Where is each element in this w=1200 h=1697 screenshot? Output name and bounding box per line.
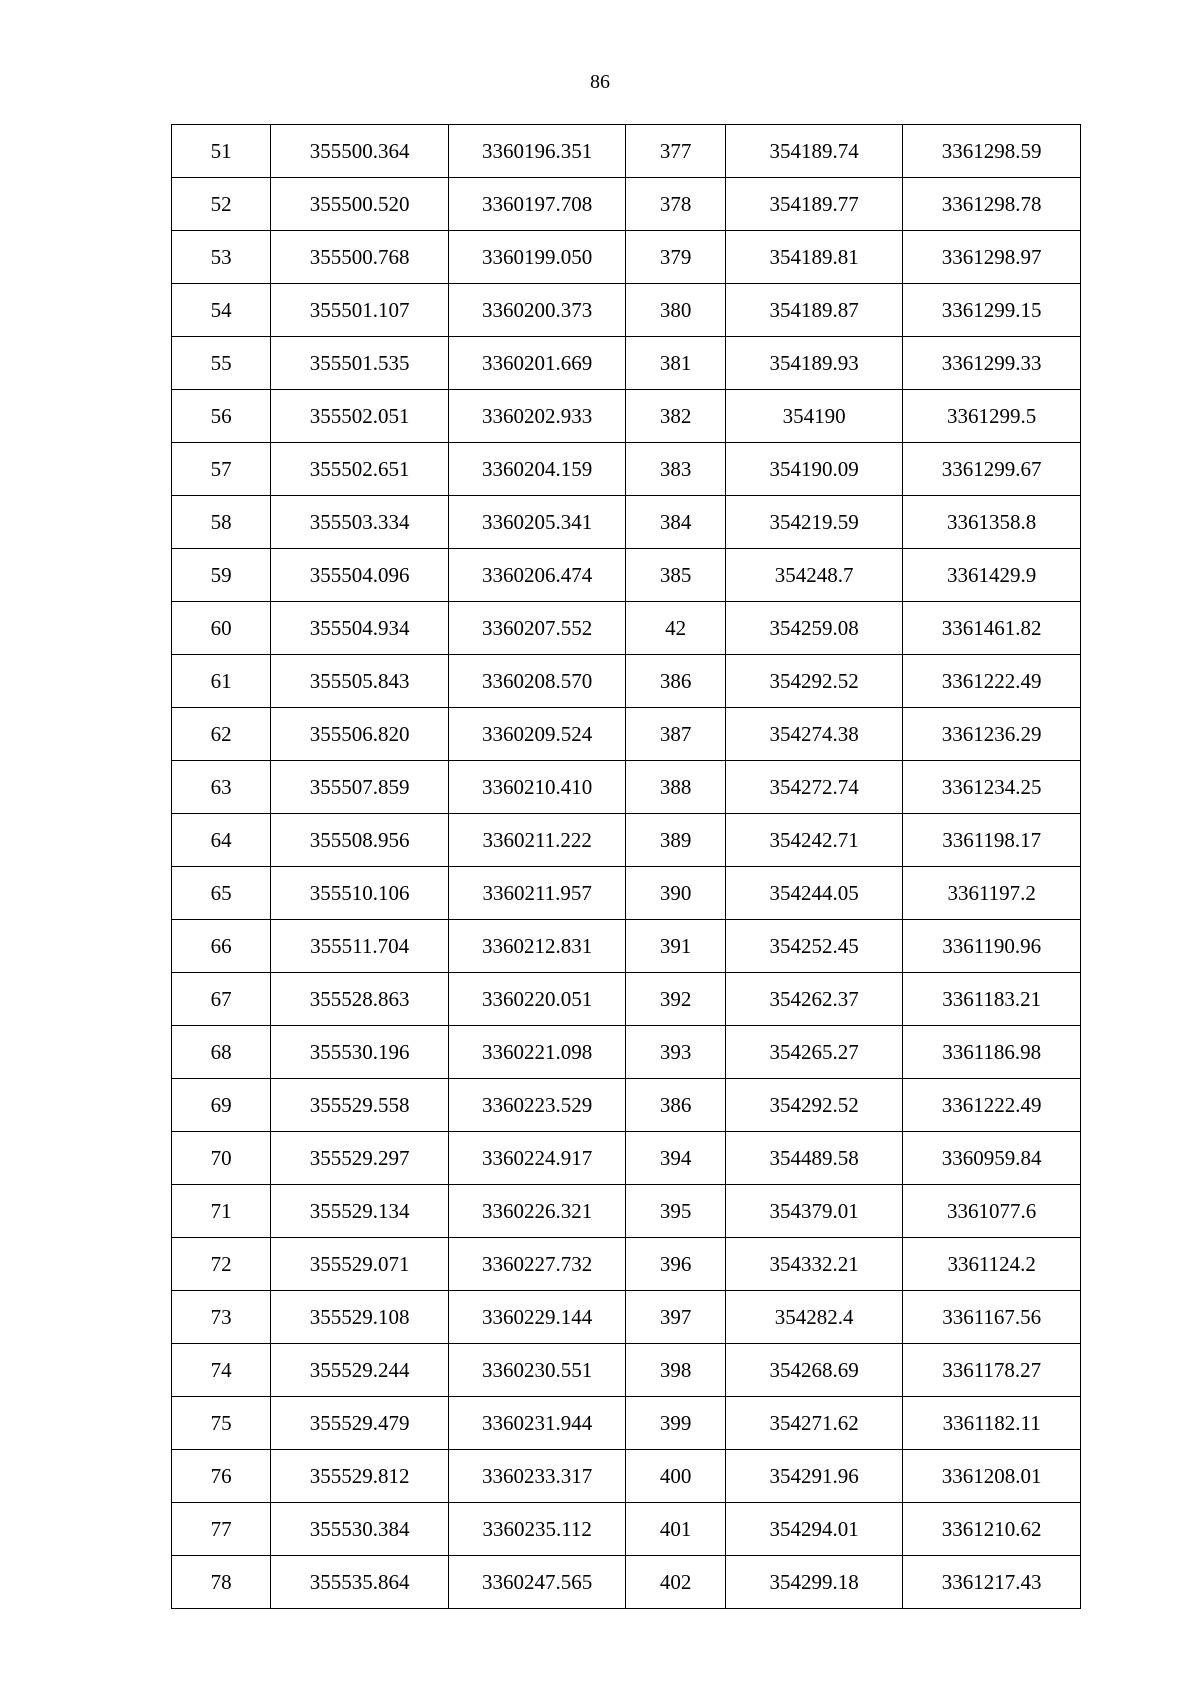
point-id-cell: 392 [626,973,725,1026]
y-coordinate-cell: 3360196.351 [448,125,626,178]
table-row [172,973,1081,1026]
point-id-cell: 396 [626,1238,725,1291]
x-coordinate-cell: 354282.4 [725,1291,903,1344]
point-id-cell: 386 [626,1079,725,1132]
y-coordinate-cell: 3361210.62 [903,1503,1081,1556]
point-id-cell: 387 [626,708,725,761]
x-coordinate-cell: 355502.651 [271,443,449,496]
x-coordinate-cell: 355529.134 [271,1185,449,1238]
table-row [172,761,1081,814]
x-coordinate-cell: 354189.77 [725,178,903,231]
x-coordinate-cell: 355501.107 [271,284,449,337]
point-id-cell: 69 [172,1079,271,1132]
y-coordinate-cell: 3360224.917 [448,1132,626,1185]
y-coordinate-cell: 3361234.25 [903,761,1081,814]
point-id-cell: 398 [626,1344,725,1397]
y-coordinate-cell: 3360247.565 [448,1556,626,1609]
table-row [172,1079,1081,1132]
y-coordinate-cell: 3361222.49 [903,1079,1081,1132]
table-row [172,655,1081,708]
y-coordinate-cell: 3361124.2 [903,1238,1081,1291]
point-id-cell: 56 [172,390,271,443]
point-id-cell: 42 [626,602,725,655]
y-coordinate-cell: 3360209.524 [448,708,626,761]
x-coordinate-cell: 354299.18 [725,1556,903,1609]
point-id-cell: 74 [172,1344,271,1397]
point-id-cell: 385 [626,549,725,602]
x-coordinate-cell: 354379.01 [725,1185,903,1238]
table-row [172,231,1081,284]
y-coordinate-cell: 3361167.56 [903,1291,1081,1344]
x-coordinate-cell: 354292.52 [725,655,903,708]
point-id-cell: 379 [626,231,725,284]
point-id-cell: 68 [172,1026,271,1079]
table-row [172,1132,1081,1185]
x-coordinate-cell: 354219.59 [725,496,903,549]
point-id-cell: 66 [172,920,271,973]
point-id-cell: 75 [172,1397,271,1450]
table-row [172,125,1081,178]
point-id-cell: 57 [172,443,271,496]
x-coordinate-cell: 355504.934 [271,602,449,655]
point-id-cell: 60 [172,602,271,655]
point-id-cell: 51 [172,125,271,178]
point-id-cell: 65 [172,867,271,920]
y-coordinate-cell: 3360199.050 [448,231,626,284]
point-id-cell: 67 [172,973,271,1026]
x-coordinate-cell: 354271.62 [725,1397,903,1450]
table-row [172,178,1081,231]
point-id-cell: 384 [626,496,725,549]
x-coordinate-cell: 354189.93 [725,337,903,390]
coordinate-table-body [172,125,1081,1609]
y-coordinate-cell: 3361298.78 [903,178,1081,231]
x-coordinate-cell: 354252.45 [725,920,903,973]
y-coordinate-cell: 3361298.97 [903,231,1081,284]
y-coordinate-cell: 3360212.831 [448,920,626,973]
point-id-cell: 54 [172,284,271,337]
table-row [172,920,1081,973]
x-coordinate-cell: 355506.820 [271,708,449,761]
x-coordinate-cell: 355504.096 [271,549,449,602]
x-coordinate-cell: 355503.334 [271,496,449,549]
table-row [172,284,1081,337]
point-id-cell: 377 [626,125,725,178]
table-row [172,390,1081,443]
x-coordinate-cell: 355511.704 [271,920,449,973]
x-coordinate-cell: 355501.535 [271,337,449,390]
point-id-cell: 76 [172,1450,271,1503]
point-id-cell: 55 [172,337,271,390]
table-row [172,1238,1081,1291]
table-row [172,1397,1081,1450]
x-coordinate-cell: 355529.244 [271,1344,449,1397]
x-coordinate-cell: 355508.956 [271,814,449,867]
table-row [172,443,1081,496]
x-coordinate-cell: 354189.81 [725,231,903,284]
x-coordinate-cell: 354272.74 [725,761,903,814]
point-id-cell: 390 [626,867,725,920]
y-coordinate-cell: 3361429.9 [903,549,1081,602]
y-coordinate-cell: 3360230.551 [448,1344,626,1397]
point-id-cell: 63 [172,761,271,814]
x-coordinate-cell: 354291.96 [725,1450,903,1503]
y-coordinate-cell: 3360207.552 [448,602,626,655]
y-coordinate-cell: 3360226.321 [448,1185,626,1238]
x-coordinate-cell: 354189.74 [725,125,903,178]
y-coordinate-cell: 3360223.529 [448,1079,626,1132]
x-coordinate-cell: 355500.520 [271,178,449,231]
x-coordinate-cell: 354274.38 [725,708,903,761]
y-coordinate-cell: 3361186.98 [903,1026,1081,1079]
point-id-cell: 397 [626,1291,725,1344]
x-coordinate-cell: 354262.37 [725,973,903,1026]
point-id-cell: 64 [172,814,271,867]
table-row [172,1026,1081,1079]
y-coordinate-cell: 3361197.2 [903,867,1081,920]
x-coordinate-cell: 355535.864 [271,1556,449,1609]
y-coordinate-cell: 3361183.21 [903,973,1081,1026]
x-coordinate-cell: 354332.21 [725,1238,903,1291]
table-row [172,1450,1081,1503]
x-coordinate-cell: 355529.071 [271,1238,449,1291]
table-row [172,1503,1081,1556]
x-coordinate-cell: 355529.812 [271,1450,449,1503]
point-id-cell: 380 [626,284,725,337]
table-row [172,496,1081,549]
y-coordinate-cell: 3360233.317 [448,1450,626,1503]
y-coordinate-cell: 3360197.708 [448,178,626,231]
point-id-cell: 382 [626,390,725,443]
point-id-cell: 378 [626,178,725,231]
x-coordinate-cell: 355510.106 [271,867,449,920]
x-coordinate-cell: 355502.051 [271,390,449,443]
x-coordinate-cell: 355507.859 [271,761,449,814]
y-coordinate-cell: 3361236.29 [903,708,1081,761]
table-row [172,337,1081,390]
y-coordinate-cell: 3361077.6 [903,1185,1081,1238]
x-coordinate-cell: 354489.58 [725,1132,903,1185]
y-coordinate-cell: 3360229.144 [448,1291,626,1344]
x-coordinate-cell: 354248.7 [725,549,903,602]
table-row [172,602,1081,655]
y-coordinate-cell: 3361182.11 [903,1397,1081,1450]
point-id-cell: 402 [626,1556,725,1609]
y-coordinate-cell: 3360204.159 [448,443,626,496]
y-coordinate-cell: 3361299.67 [903,443,1081,496]
y-coordinate-cell: 3361208.01 [903,1450,1081,1503]
y-coordinate-cell: 3360221.098 [448,1026,626,1079]
point-id-cell: 401 [626,1503,725,1556]
y-coordinate-cell: 3360211.957 [448,867,626,920]
point-id-cell: 400 [626,1450,725,1503]
table-row [172,1185,1081,1238]
x-coordinate-cell: 355530.196 [271,1026,449,1079]
y-coordinate-cell: 3360235.112 [448,1503,626,1556]
y-coordinate-cell: 3360205.341 [448,496,626,549]
point-id-cell: 77 [172,1503,271,1556]
point-id-cell: 388 [626,761,725,814]
x-coordinate-cell: 355500.364 [271,125,449,178]
x-coordinate-cell: 355529.479 [271,1397,449,1450]
y-coordinate-cell: 3361298.59 [903,125,1081,178]
x-coordinate-cell: 355505.843 [271,655,449,708]
table-row [172,867,1081,920]
point-id-cell: 381 [626,337,725,390]
y-coordinate-cell: 3360206.474 [448,549,626,602]
point-id-cell: 394 [626,1132,725,1185]
coordinate-table [171,124,1081,1609]
point-id-cell: 389 [626,814,725,867]
y-coordinate-cell: 3361217.43 [903,1556,1081,1609]
y-coordinate-cell: 3360220.051 [448,973,626,1026]
x-coordinate-cell: 355528.863 [271,973,449,1026]
x-coordinate-cell: 354190.09 [725,443,903,496]
table-row [172,1556,1081,1609]
point-id-cell: 58 [172,496,271,549]
y-coordinate-cell: 3361358.8 [903,496,1081,549]
y-coordinate-cell: 3361222.49 [903,655,1081,708]
y-coordinate-cell: 3360202.933 [448,390,626,443]
table-row [172,1291,1081,1344]
table-row [172,549,1081,602]
y-coordinate-cell: 3360200.373 [448,284,626,337]
point-id-cell: 62 [172,708,271,761]
point-id-cell: 52 [172,178,271,231]
y-coordinate-cell: 3361461.82 [903,602,1081,655]
page-number: 86 [590,71,610,93]
point-id-cell: 73 [172,1291,271,1344]
y-coordinate-cell: 3360227.732 [448,1238,626,1291]
y-coordinate-cell: 3360208.570 [448,655,626,708]
x-coordinate-cell: 354244.05 [725,867,903,920]
x-coordinate-cell: 354189.87 [725,284,903,337]
point-id-cell: 395 [626,1185,725,1238]
point-id-cell: 393 [626,1026,725,1079]
point-id-cell: 386 [626,655,725,708]
y-coordinate-cell: 3360231.944 [448,1397,626,1450]
point-id-cell: 61 [172,655,271,708]
y-coordinate-cell: 3361299.33 [903,337,1081,390]
table-row [172,708,1081,761]
point-id-cell: 391 [626,920,725,973]
y-coordinate-cell: 3361299.5 [903,390,1081,443]
x-coordinate-cell: 354242.71 [725,814,903,867]
point-id-cell: 53 [172,231,271,284]
x-coordinate-cell: 354259.08 [725,602,903,655]
x-coordinate-cell: 355500.768 [271,231,449,284]
x-coordinate-cell: 354190 [725,390,903,443]
x-coordinate-cell: 354268.69 [725,1344,903,1397]
point-id-cell: 78 [172,1556,271,1609]
point-id-cell: 59 [172,549,271,602]
y-coordinate-cell: 3361178.27 [903,1344,1081,1397]
x-coordinate-cell: 355529.297 [271,1132,449,1185]
table-row [172,814,1081,867]
point-id-cell: 71 [172,1185,271,1238]
point-id-cell: 399 [626,1397,725,1450]
x-coordinate-cell: 355529.558 [271,1079,449,1132]
x-coordinate-cell: 354265.27 [725,1026,903,1079]
y-coordinate-cell: 3361198.17 [903,814,1081,867]
y-coordinate-cell: 3361190.96 [903,920,1081,973]
y-coordinate-cell: 3360201.669 [448,337,626,390]
y-coordinate-cell: 3361299.15 [903,284,1081,337]
point-id-cell: 383 [626,443,725,496]
point-id-cell: 72 [172,1238,271,1291]
x-coordinate-cell: 354292.52 [725,1079,903,1132]
table-row [172,1344,1081,1397]
x-coordinate-cell: 354294.01 [725,1503,903,1556]
x-coordinate-cell: 355530.384 [271,1503,449,1556]
x-coordinate-cell: 355529.108 [271,1291,449,1344]
y-coordinate-cell: 3360210.410 [448,761,626,814]
y-coordinate-cell: 3360959.84 [903,1132,1081,1185]
y-coordinate-cell: 3360211.222 [448,814,626,867]
point-id-cell: 70 [172,1132,271,1185]
